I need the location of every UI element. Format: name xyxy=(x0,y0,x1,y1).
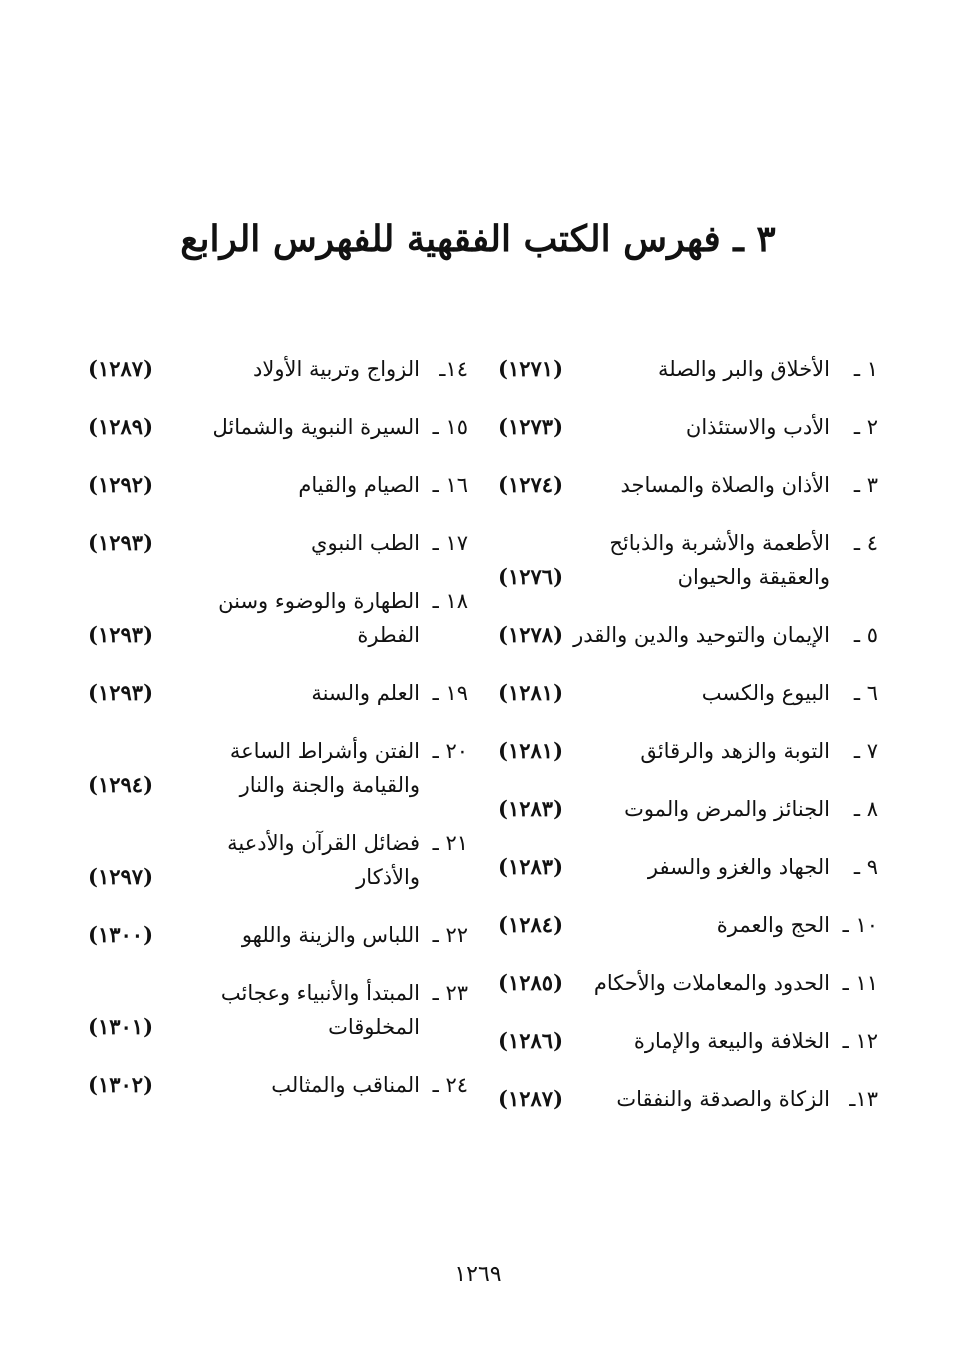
entry-line xyxy=(488,618,878,652)
entry-title: الجنائز والمرض والموت xyxy=(624,797,830,821)
entry-page-ref: (١٢٩٣) xyxy=(88,622,153,647)
index-entry xyxy=(488,468,878,502)
entry-line xyxy=(78,526,468,560)
entry-title: اللباس والزينة واللهو xyxy=(241,923,420,947)
entry-line xyxy=(488,850,878,884)
entry-title: الخلافة والبيعة والإمارة xyxy=(633,1029,830,1053)
entry-number: ٢١ ـ xyxy=(432,831,468,855)
entry-title: الحج والعمرة xyxy=(716,913,830,937)
entry-number: ٢٢ ـ xyxy=(432,923,468,947)
index-entry xyxy=(488,792,878,826)
entry-line xyxy=(78,734,468,768)
entry-line xyxy=(488,734,878,768)
page-number: ١٢٦٩ xyxy=(454,1262,502,1287)
entry-line xyxy=(78,352,468,386)
index-entry xyxy=(78,1068,468,1102)
entry-line xyxy=(488,560,878,594)
entry-number: ٢٤ ـ xyxy=(432,1073,468,1097)
entry-page-ref: (١٢٩٣) xyxy=(88,530,153,555)
entry-title: الفطرة xyxy=(357,623,420,647)
index-entry xyxy=(488,734,878,768)
entry-page-ref: (١٢٨٣) xyxy=(498,854,563,879)
entry-page-ref: (١٢٨٥) xyxy=(498,970,563,995)
entry-title: الأدب والاستئذان xyxy=(685,415,830,439)
entry-page-ref: (١٣٠٠) xyxy=(88,922,153,947)
entry-line xyxy=(78,1068,468,1102)
entry-number: ١٦ ـ xyxy=(432,473,468,497)
entry-number: ٢ ـ xyxy=(853,415,878,439)
index-entry xyxy=(488,618,878,652)
entry-number: ١٥ ـ xyxy=(432,415,468,439)
entry-page-ref: (١٢٨٧) xyxy=(498,1086,563,1111)
entry-line xyxy=(488,1024,878,1058)
entry-number: ١٧ ـ xyxy=(432,531,468,555)
entry-number: ٣ ـ xyxy=(853,473,878,497)
entry-line xyxy=(78,618,468,652)
entry-number: ١٢ ـ xyxy=(842,1029,878,1053)
entry-title: والعقيقة والحيوان xyxy=(677,565,830,589)
entry-title: السيرة النبوية والشمائل xyxy=(212,415,420,439)
entry-title: المناقب والمثالب xyxy=(271,1073,420,1097)
index-entry xyxy=(78,676,468,710)
entry-number: ٢٣ ـ xyxy=(432,981,468,1005)
entry-title: والقيامة والجنة والنار xyxy=(239,773,420,797)
entry-title: الجهاد والغزو والسفر xyxy=(647,855,830,879)
entry-number: ٦ ـ xyxy=(853,681,878,705)
entry-line xyxy=(78,768,468,802)
entry-line xyxy=(78,410,468,444)
entry-number: ٨ ـ xyxy=(853,797,878,821)
entry-line xyxy=(488,352,878,386)
index-entry xyxy=(78,734,468,802)
entry-line xyxy=(488,676,878,710)
entry-title: الطب النبوي xyxy=(311,531,420,555)
entry-title: والأذكار xyxy=(356,865,420,889)
entry-line xyxy=(488,792,878,826)
entry-number: ٧ ـ xyxy=(853,739,878,763)
entry-page-ref: (١٢٧٦) xyxy=(498,564,563,589)
entry-title: الطهارة والوضوء وسنن xyxy=(218,589,420,613)
entry-page-ref: (١٢٨١) xyxy=(498,738,563,763)
entry-line xyxy=(78,976,468,1010)
entry-page-ref: (١٢٩٢) xyxy=(88,472,153,497)
entry-title: المبتدأ والأنبياء وعجائب xyxy=(220,981,420,1005)
entry-page-ref: (١٢٨٩) xyxy=(88,414,153,439)
index-entry xyxy=(488,676,878,710)
index-entry xyxy=(488,352,878,386)
entry-number: ١٩ ـ xyxy=(432,681,468,705)
entry-number: ٢٠ ـ xyxy=(432,739,468,763)
entry-page-ref: (١٢٧٨) xyxy=(498,622,563,647)
entry-line xyxy=(78,468,468,502)
entry-line xyxy=(488,410,878,444)
entry-line xyxy=(78,584,468,618)
entry-title: العلم والسنة xyxy=(311,681,420,705)
entry-number: ١٣ـ xyxy=(849,1087,878,1111)
entry-page-ref: (١٢٩٤) xyxy=(88,772,153,797)
entry-page-ref: (١٢٧١) xyxy=(498,356,563,381)
index-entry xyxy=(488,1024,878,1058)
entry-number: ١٠ ـ xyxy=(842,913,878,937)
entry-title: المخلوقات xyxy=(328,1015,420,1039)
entry-number: ٤ ـ xyxy=(853,531,878,555)
entry-page-ref: (١٣٠١) xyxy=(88,1014,153,1039)
entry-number: ١٨ ـ xyxy=(432,589,468,613)
entry-line xyxy=(488,526,878,560)
entry-title: الصيام والقيام xyxy=(298,473,420,497)
entry-line xyxy=(78,676,468,710)
entry-number: ١١ ـ xyxy=(842,971,878,995)
entry-line xyxy=(488,1082,878,1116)
entry-page-ref: (١٢٨٣) xyxy=(498,796,563,821)
entry-number: ١٤ـ xyxy=(439,357,468,381)
index-entry xyxy=(78,410,468,444)
entry-title: الأطعمة والأشربة والذبائح xyxy=(609,531,830,555)
entry-title: الزواج وتربية الأولاد xyxy=(253,357,420,381)
entry-title: الإيمان والتوحيد والدين والقدر xyxy=(573,623,830,647)
entry-page-ref: (١٢٨٧) xyxy=(88,356,153,381)
entry-title: الزكاة والصدقة والنفقات xyxy=(616,1087,830,1111)
entry-line xyxy=(488,468,878,502)
entry-page-ref: (١٣٠٢) xyxy=(88,1072,153,1097)
entry-title: الحدود والمعاملات والأحكام xyxy=(593,971,830,995)
index-entry xyxy=(78,918,468,952)
index-entry xyxy=(78,526,468,560)
entry-page-ref: (١٢٧٤) xyxy=(498,472,563,497)
index-entry xyxy=(78,826,468,894)
entry-line xyxy=(78,826,468,860)
entry-title: الأذان والصلاة والمساجد xyxy=(620,473,830,497)
index-entry xyxy=(78,584,468,652)
entry-title: البيوع والكسب xyxy=(701,681,830,705)
entry-page-ref: (١٢٧٣) xyxy=(498,414,563,439)
index-entry xyxy=(488,966,878,1000)
index-entry xyxy=(488,410,878,444)
entry-number: ١ ـ xyxy=(853,357,878,381)
entry-line xyxy=(488,966,878,1000)
index-entry xyxy=(78,976,468,1044)
entry-page-ref: (١٢٨١) xyxy=(498,680,563,705)
entry-line xyxy=(78,1010,468,1044)
entry-line xyxy=(78,918,468,952)
entry-page-ref: (١٢٨٤) xyxy=(498,912,563,937)
entry-title: الأخلاق والبر والصلة xyxy=(657,357,830,381)
entry-title: فضائل القرآن والأدعية xyxy=(227,831,420,855)
entry-title: الفتن وأشراط الساعة xyxy=(229,739,420,763)
index-entry xyxy=(488,1082,878,1116)
index-entry xyxy=(488,908,878,942)
page-title: ٣ ـ فهرس الكتب الفقهية للفهرس الرابع xyxy=(180,218,776,260)
index-entry xyxy=(78,352,468,386)
index-entry xyxy=(488,526,878,594)
index-entry xyxy=(78,468,468,502)
entry-page-ref: (١٢٩٧) xyxy=(88,864,153,889)
index-entry xyxy=(488,850,878,884)
entry-page-ref: (١٢٩٣) xyxy=(88,680,153,705)
entry-number: ٩ ـ xyxy=(853,855,878,879)
entry-number: ٥ ـ xyxy=(853,623,878,647)
entry-title: التوبة والزهد والرقائق xyxy=(640,739,830,763)
entry-line xyxy=(488,908,878,942)
entry-line xyxy=(78,860,468,894)
entry-page-ref: (١٢٨٦) xyxy=(498,1028,563,1053)
